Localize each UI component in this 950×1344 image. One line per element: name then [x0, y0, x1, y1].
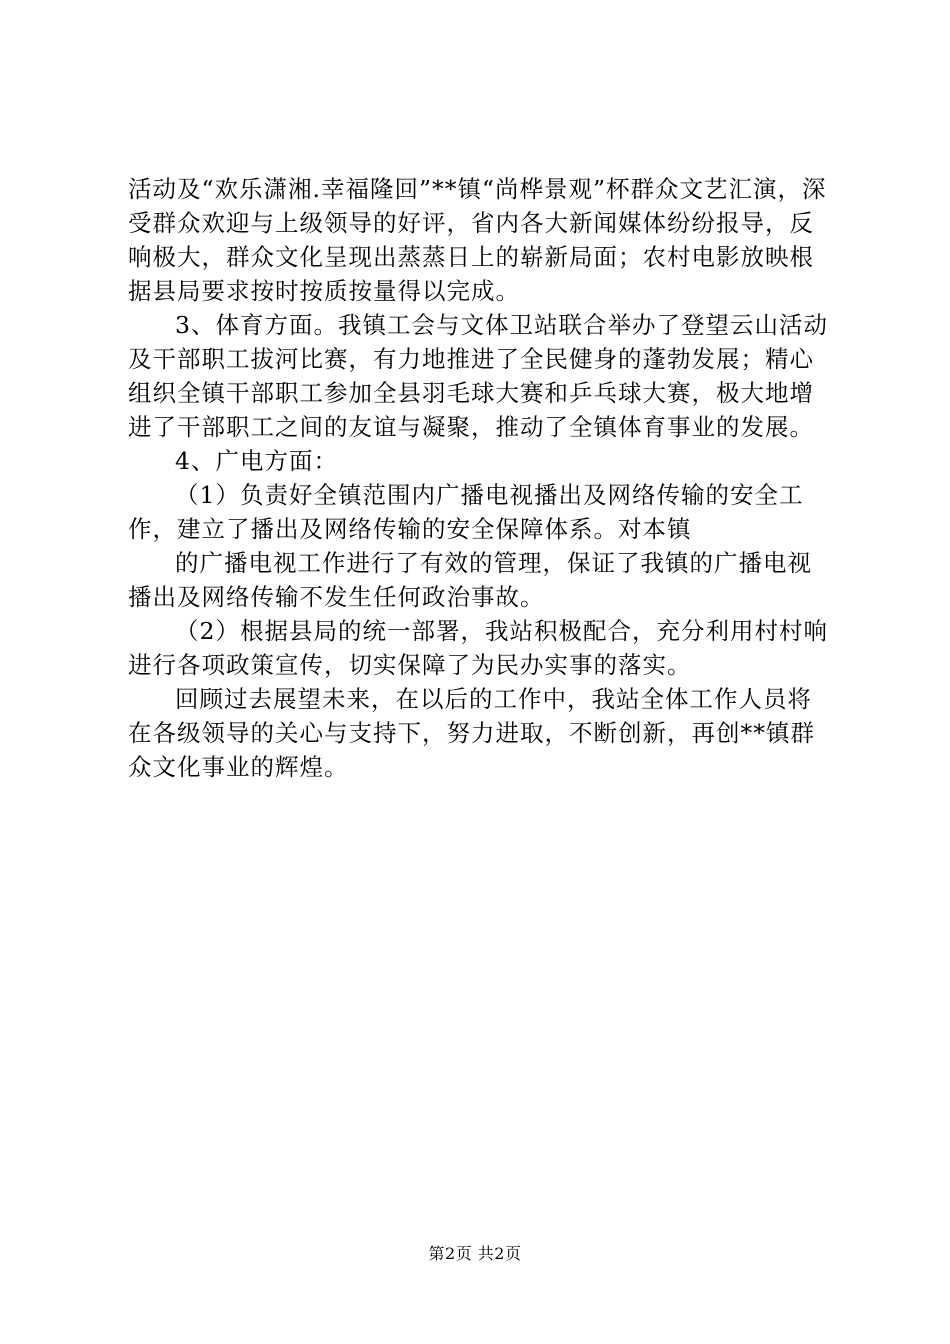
page-footer: [0, 1244, 950, 1264]
paragraph-conclusion: 回顾过去展望未来，在以后的工作中，我站全体工作人员将在各级领导的关心与支持下，努力进取，不断创新，再创**镇群众文化事业的辉煌。: [128, 685, 815, 781]
page-number-label: 第2页 共2页: [428, 1244, 522, 1263]
paragraph-broadcast-item-1-continued: 的广播电视工作进行了有效的管理，保证了我镇的广播电视播出及网络传输不发生任何政治事故。: [128, 549, 812, 611]
paragraph-culture-events: 活动及“欢乐潇湘.幸福隆回”**镇“尚桦景观”杯群众文艺汇演，深受群众欢迎与上级领导的好评，省内各大新闻媒体纷纷报导，反响极大，群众文化呈现出蒸蒸日上的崭新局面；农村电影放映根据县局要求按时按质按量得以完成。: [128, 175, 827, 305]
paragraph-sports: 3、体育方面。我镇工会与文体卫站联合举办了登望云山活动及干部职工拔河比赛，有力地推进了全民健身的蓬勃发展；精心组织全镇干部职工参加全县羽毛球大赛和乒乓球大赛，极大地增进了干部职工之间的友谊与凝聚，推动了全镇体育事业的发展。: [128, 311, 828, 441]
paragraph-broadcast-item-1: （1）负责好全镇范围内广播电视播出及网络传输的安全工作，建立了播出及网络传输的安全保障体系。对本镇: [128, 481, 804, 543]
paragraph-broadcast-item-2: （2）根据县局的统一部署，我站积极配合，充分利用村村响进行各项政策宣传，切实保障了为民办实事的落实。: [128, 617, 828, 679]
document-body: [128, 172, 828, 784]
paragraph-broadcast-heading: 4、广电方面：: [175, 447, 338, 475]
